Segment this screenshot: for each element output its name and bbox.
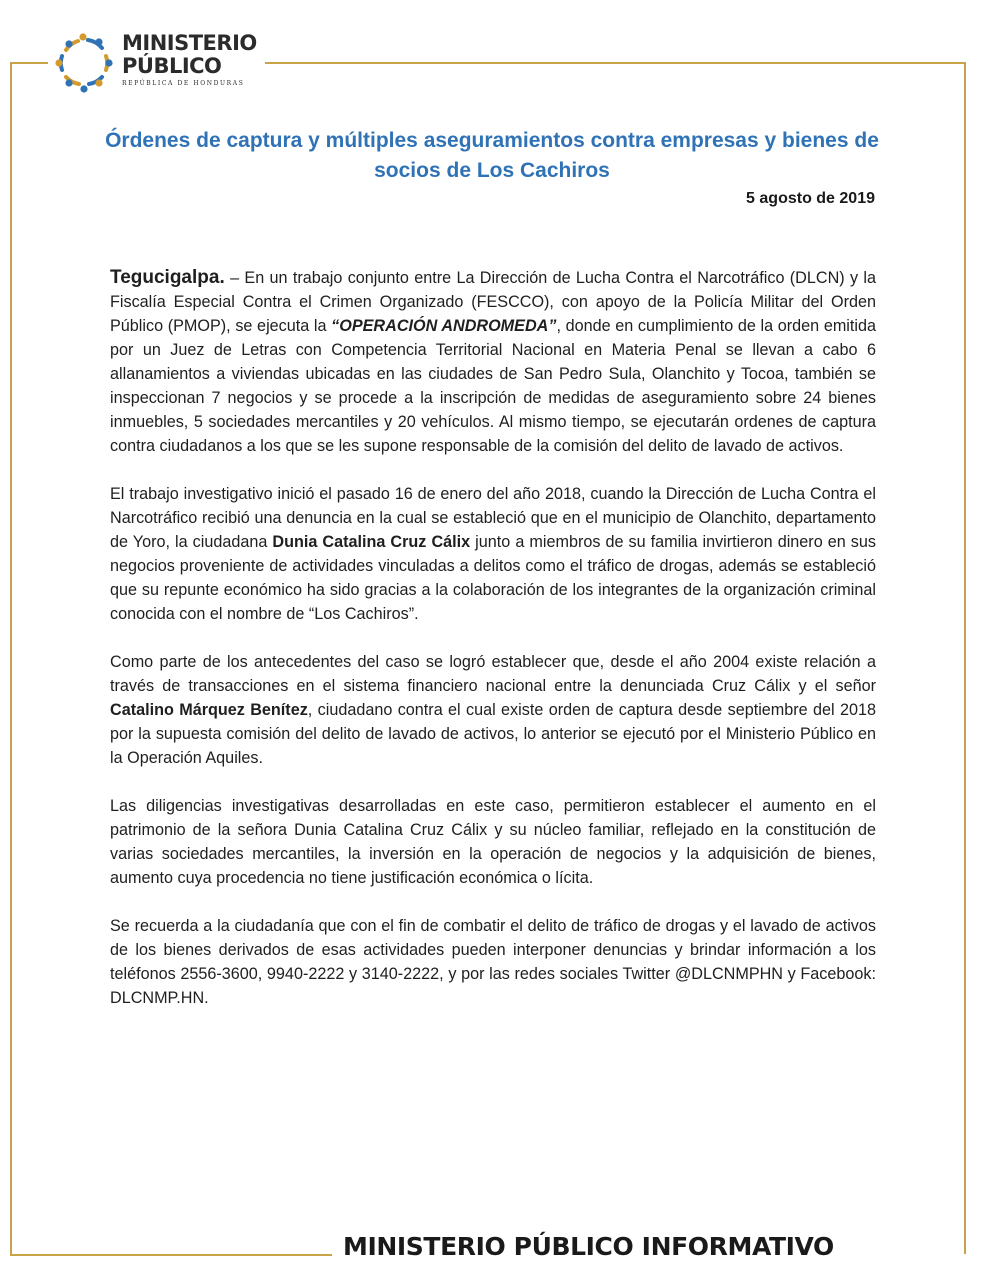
paragraph-2 bbox=[110, 482, 876, 626]
logo-subtitle: REPÚBLICA DE HONDURAS bbox=[122, 80, 245, 87]
paragraph-4: Las diligencias investigativas desarrolladas en este caso, permitieron establecer el aumento en el patrimonio de la señora Dunia Catalina Cruz Cálix y su núcleo familiar, reflejado en la constitución de varias sociedades mercantiles, la inversión en la operación de negocios y la adquisición de bienes, aumento cuya procedencia no tiene justificación económica o lícita. bbox=[110, 797, 876, 887]
paragraph-3-text-b: , ciudadano contra el cual existe orden de captura desde septiembre del 2018 por la supuesta comisión del delito de lavado de activos, lo anterior se ejecutó por el Ministerio Público en la Operación Aquiles. bbox=[110, 701, 876, 767]
paragraph-2-text-a: El trabajo investigativo inició el pasado 16 de enero del año 2018, cuando la Dirección de Lucha Contra el Narcotráfico recibió una denuncia en la cual se estableció que en el municipio de Olanchito, departamento de Yoro, la ciudadana bbox=[110, 485, 876, 551]
frame-left-line bbox=[10, 62, 12, 1254]
document-date: 5 agosto de 2019 bbox=[746, 190, 875, 207]
people-circle-logo-icon bbox=[52, 30, 116, 94]
operation-name: “OPERACIÓN ANDROMEDA” bbox=[331, 317, 557, 335]
paragraph-1-text-b: , donde en cumplimiento de la orden emitida por un Juez de Letras con Competencia Territorial Nacional en Materia Penal se llevan a cabo 6 allanamientos a viviendas ubicadas en las ciudades de San Pedro Sula, Olanchito y Tocoa, también se inspeccionan 7 negocios y se procede a la inscripción de medidas de aseguramiento sobre 24 bienes inmuebles, 5 sociedades mercantiles y 20 vehículos. Al mismo tiempo, se ejecutarán ordenes de captura contra ciudadanos a los que se les supone responsable de la comisión del delito de lavado de activos. bbox=[110, 317, 876, 455]
paragraph-3 bbox=[110, 650, 876, 770]
paragraph-1-text-a: – En un trabajo conjunto entre La Dirección de Lucha Contra el Narcotráfico (DLCN) y la Fiscalía Especial Contra el Crimen Organizado (FESCCO), con apoyo de la Policía Militar del Orden Público (PMOP), se ejecuta la bbox=[110, 269, 876, 335]
paragraph-3-text-a: Como parte de los antecedentes del caso se logró establecer que, desde el año 2004 existe relación a través de transacciones en el sistema financiero nacional entre la denunciada Cruz Cálix y el señor bbox=[110, 653, 876, 695]
footer-informativo: MINISTERIO PÚBLICO INFORMATIVO bbox=[343, 1232, 834, 1261]
person-name-dunia: Dunia Catalina Cruz Cálix bbox=[272, 533, 471, 551]
dateline-city: Tegucigalpa. bbox=[110, 267, 225, 288]
person-name-catalino: Catalino Márquez Benítez bbox=[110, 701, 308, 719]
logo-line-publico: PÚBLICO bbox=[122, 54, 222, 78]
frame-bottom-line bbox=[10, 1254, 332, 1256]
logo-wordmark bbox=[122, 32, 257, 87]
paragraph-2-text-b: junto a miembros de su familia invirtieron dinero en sus negocios proveniente de actividades vinculadas a delitos como el tráfico de drogas, además se estableció que su repunte económico ha sido gracias a la colaboración de los integrantes de la organización criminal conocida con el nombre de “Los Cachiros”. bbox=[110, 533, 876, 623]
paragraph-1 bbox=[110, 266, 876, 458]
paragraph-5: Se recuerda a la ciudadanía que con el fin de combatir el delito de tráfico de drogas y el lavado de activos de los bienes derivados de esas actividades pueden interponer denuncias y brindar información a los teléfonos 2556-3600, 9940-2222 y 3140-2222, y por las redes sociales Twitter @DLCNMPHN y Facebook: DLCNMP.HN. bbox=[110, 917, 876, 1007]
frame-top-right-line bbox=[262, 62, 966, 64]
document-title: Órdenes de captura y múltiples aseguramientos contra empresas y bienes de socios de Los Cachiros bbox=[105, 129, 879, 182]
ministerio-publico-logo bbox=[50, 26, 265, 96]
logo-line-ministerio: MINISTERIO bbox=[122, 31, 257, 55]
frame-right-line bbox=[964, 62, 966, 1254]
document-body bbox=[110, 266, 876, 1034]
frame-top-left-line bbox=[10, 62, 48, 64]
